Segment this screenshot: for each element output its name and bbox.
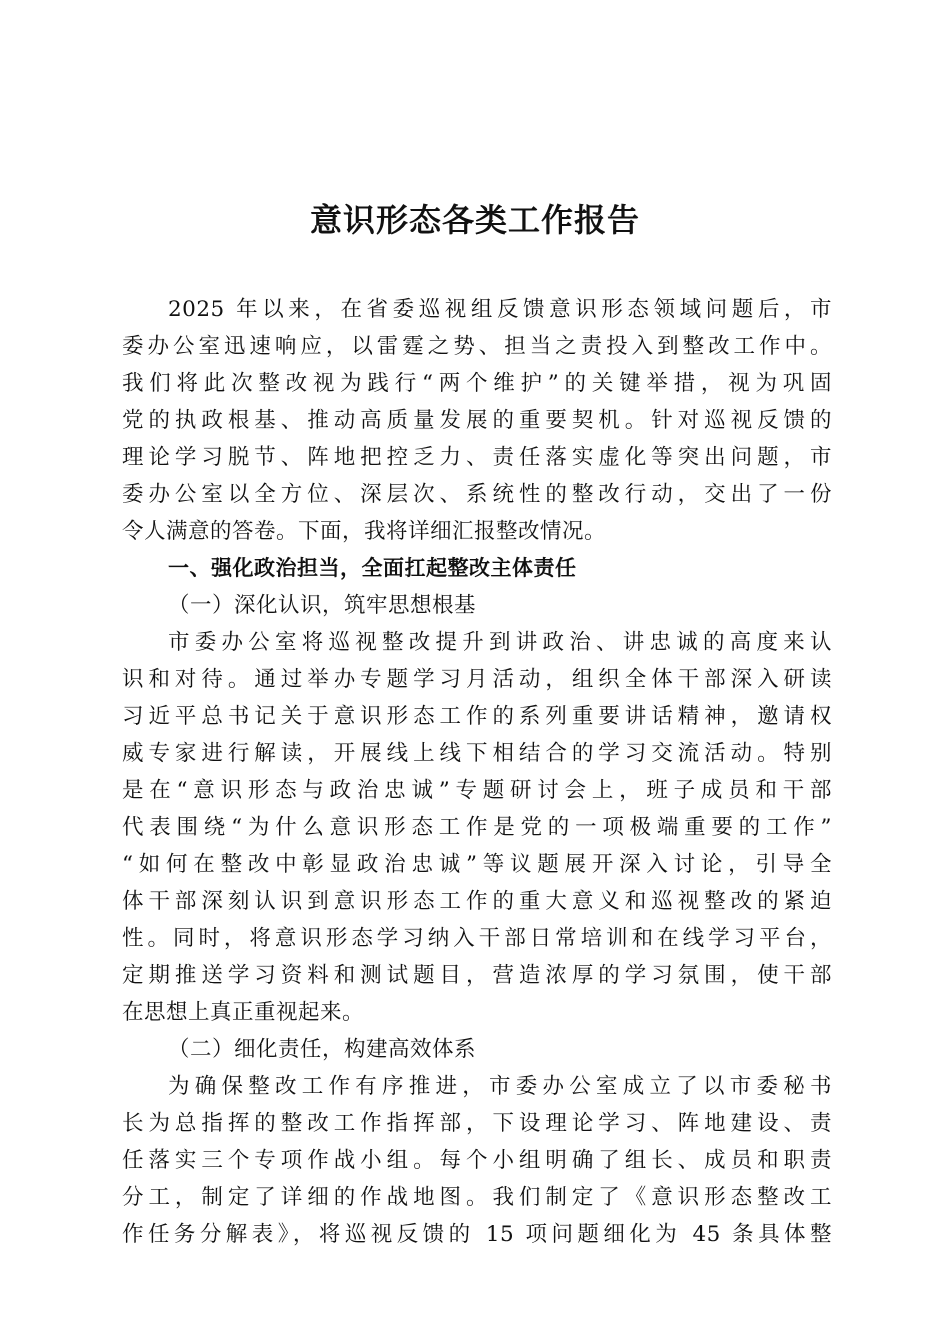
paragraph-line: 定期推送学习资料和测试题目，营造浓厚的学习氛围，使干部 xyxy=(122,963,832,988)
paragraph-line: 我们将此次整改视为践行“两个维护”的关键举措，视为巩固 xyxy=(122,371,832,396)
paragraph-line: 识和对待。通过举办专题学习月活动，组织全体干部深入研读 xyxy=(122,667,832,692)
document-body xyxy=(122,291,832,1253)
subsection-heading: （二）细化责任，构建高效体系 xyxy=(168,1037,477,1062)
paragraph-line: 为确保整改工作有序推进，市委办公室成立了以市委秘书 xyxy=(168,1074,832,1099)
paragraph-line: 理论学习脱节、阵地把控乏力、责任落实虚化等突出问题，市 xyxy=(122,445,832,470)
paragraph-line: 威专家进行解读，开展线上线下相结合的学习交流活动。特别 xyxy=(122,741,832,766)
paragraph-line: 任落实三个专项作战小组。每个小组明确了组长、成员和职责 xyxy=(122,1148,832,1173)
paragraph-line: 委办公室以全方位、深层次、系统性的整改行动，交出了一份 xyxy=(122,482,832,507)
paragraph-line: 令人满意的答卷。下面，我将详细汇报整改情况。 xyxy=(122,519,607,544)
paragraph-line: 长为总指挥的整改工作指挥部，下设理论学习、阵地建设、责 xyxy=(122,1111,832,1136)
paragraph-line: 是在“意识形态与政治忠诚”专题研讨会上，班子成员和干部 xyxy=(122,778,832,803)
paragraph-line: 代表围绕“为什么意识形态工作是党的一项极端重要的工作” xyxy=(122,815,832,840)
paragraph-line: 党的执政根基、推动高质量发展的重要契机。针对巡视反馈的 xyxy=(122,408,832,433)
document-title: 意识形态各类工作报告 xyxy=(309,201,640,239)
paragraph-line: 委办公室迅速响应，以雷霆之势、担当之责投入到整改工作中。 xyxy=(122,334,832,359)
subsection-heading: （一）深化认识，筑牢思想根基 xyxy=(168,593,477,618)
paragraph-line: 习近平总书记关于意识形态工作的系列重要讲话精神，邀请权 xyxy=(122,704,832,729)
section-heading: 一、强化政治担当，全面扛起整改主体责任 xyxy=(168,556,577,580)
paragraph-line: 体干部深刻认识到意识形态工作的重大意义和巡视整改的紧迫 xyxy=(122,889,832,914)
paragraph-line: 分工，制定了详细的作战地图。我们制定了《意识形态整改工 xyxy=(122,1185,832,1210)
paragraph-line: 在思想上真正重视起来。 xyxy=(122,1000,365,1025)
paragraph-line: 作任务分解表》，将巡视反馈的 15 项问题细化为 45 条具体整 xyxy=(122,1222,832,1247)
paragraph-line: “如何在整改中彰显政治忠诚”等议题展开深入讨论，引导全 xyxy=(122,852,832,877)
paragraph-line: 2025 年以来，在省委巡视组反馈意识形态领域问题后，市 xyxy=(168,297,832,322)
paragraph-line: 市委办公室将巡视整改提升到讲政治、讲忠诚的高度来认 xyxy=(168,630,832,655)
paragraph-line: 性。同时，将意识形态学习纳入干部日常培训和在线学习平台， xyxy=(122,926,832,951)
